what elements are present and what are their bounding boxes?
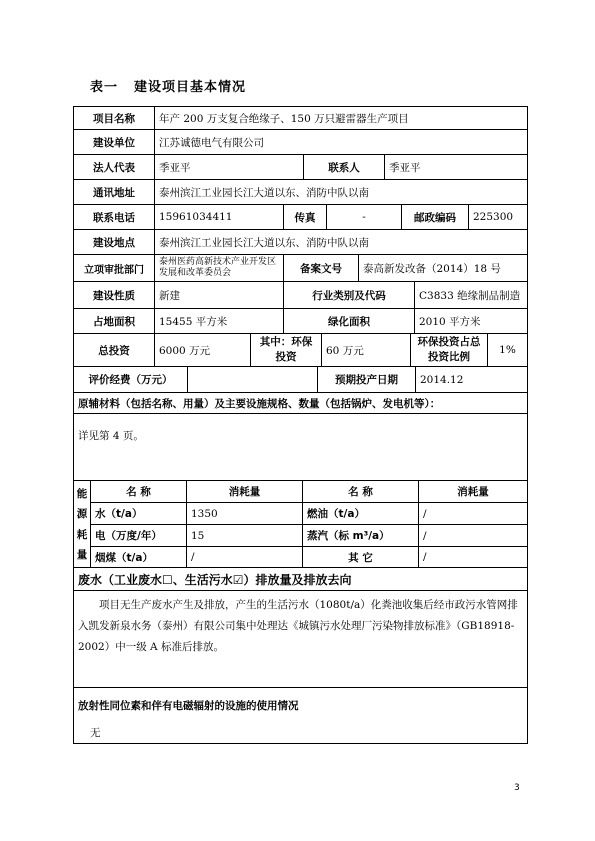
address-label: 通讯地址 [73, 179, 155, 205]
legal-label: 法人代表 [73, 154, 155, 180]
energy-right-name-1: 燃油（t/a） [302, 502, 419, 525]
contact-value: 季亚平 [384, 154, 528, 180]
phone-value: 15961034411 [154, 204, 284, 230]
energy-side-char-3: 耗 [76, 528, 88, 541]
green-label: 绿化面积 [283, 308, 415, 334]
record-value: 泰高新发改备（2014）18 号 [358, 254, 528, 282]
energy-side-char-1: 能 [76, 487, 88, 500]
wastewater-text: 项目无生产废水产生及排放，产生的生活污水（1080t/a）化粪池收集后经市政污水管网排入凯发新泉水务（泰州）有限公司集中处理达《城镇污水处理厂污染物排放标准》（GB18918-2002）中一级 A 标准后排放。 [78, 599, 518, 653]
unit-value: 江苏诚德电气有限公司 [154, 129, 528, 155]
legal-value: 季亚平 [154, 154, 304, 180]
ratio-label: 环保投资占总投资比例 [410, 333, 488, 367]
energy-left-amount-1: 1350 [186, 502, 303, 525]
date-value: 2014.12 [415, 366, 528, 393]
materials-heading: 原辅材料（包括名称、用量）及主要设施规格、数量（包括锅炉、发电机等）： [73, 392, 528, 414]
fee-value [187, 366, 318, 393]
ratio-value: 1% [487, 333, 528, 367]
section-heading: 建设项目基本情况 [134, 80, 247, 95]
area-label: 占地面积 [73, 308, 155, 334]
energy-side-char-4: 量 [76, 549, 88, 562]
energy-side-char-2: 源 [76, 508, 88, 521]
nature-value: 新建 [154, 281, 284, 309]
fax-value: - [326, 204, 402, 230]
energy-col-name-left: 名 称 [90, 480, 187, 503]
invest-value: 6000 万元 [154, 333, 251, 367]
approval-value: 泰州医药高新技术产业开发区发展和改革委员会 [154, 254, 284, 282]
energy-col-amount-right: 消耗量 [418, 480, 528, 503]
phone-label: 联系电话 [73, 204, 155, 230]
radiation-heading: 放射性同位素和伴有电磁辐射的设施的使用情况 [78, 700, 299, 712]
site-value: 泰州滨江工业园长江大道以东、消防中队以南 [154, 229, 528, 255]
energy-side-label [73, 480, 91, 568]
energy-col-name-right: 名 称 [302, 480, 419, 503]
page-number: 3 [514, 783, 520, 793]
unit-label: 建设单位 [73, 129, 155, 155]
fee-label: 评价经费（万元） [73, 366, 188, 393]
energy-right-name-2: 蒸汽（标 m³/a） [302, 524, 419, 547]
section-title [90, 76, 246, 95]
radiation-box [73, 687, 528, 744]
zip-value: 225300 [468, 204, 528, 230]
env-invest-value: 60 万元 [321, 333, 411, 367]
energy-left-amount-3: / [186, 546, 303, 568]
contact-label: 联系人 [303, 154, 385, 180]
zip-label: 邮政编码 [401, 204, 469, 230]
radiation-text: 无 [90, 727, 101, 739]
energy-right-amount-3: / [418, 546, 528, 568]
materials-text: 详见第 4 页。 [73, 413, 528, 481]
record-label: 备案文号 [283, 254, 359, 282]
env-invest-label: 其中：环保投资 [250, 333, 322, 367]
area-value: 15455 平方米 [154, 308, 284, 334]
invest-label: 总投资 [73, 333, 155, 367]
green-value: 2010 平方米 [414, 308, 528, 334]
project-name-value: 年产 200 万支复合绝缘子、150 万只避雷器生产项目 [154, 106, 528, 130]
industry-value: C3833 绝缘制品制造 [414, 281, 528, 309]
nature-label: 建设性质 [73, 281, 155, 309]
address-value: 泰州滨江工业园长江大道以东、消防中队以南 [154, 179, 528, 205]
energy-left-name-3: 烟煤（t/a） [90, 546, 187, 568]
project-name-label: 项目名称 [73, 106, 155, 130]
energy-left-amount-2: 15 [186, 524, 303, 547]
energy-right-amount-2: / [418, 524, 528, 547]
approval-label: 立项审批部门 [73, 254, 155, 282]
section-number: 表一 [90, 80, 119, 95]
date-label: 预期投产日期 [317, 366, 416, 393]
energy-left-name-1: 水（t/a） [90, 502, 187, 525]
energy-right-name-3: 其 它 [302, 546, 419, 568]
wastewater-box [73, 590, 528, 688]
fax-label: 传真 [283, 204, 327, 230]
project-info-table [73, 106, 528, 744]
energy-col-amount-left: 消耗量 [186, 480, 303, 503]
wastewater-heading: 废水（工业废水☐、生活污水☑）排放量及排放去向 [73, 567, 528, 591]
energy-right-amount-1: / [418, 502, 528, 525]
site-label: 建设地点 [73, 229, 155, 255]
energy-left-name-2: 电（万度/年） [90, 524, 187, 547]
industry-label: 行业类别及代码 [283, 281, 415, 309]
